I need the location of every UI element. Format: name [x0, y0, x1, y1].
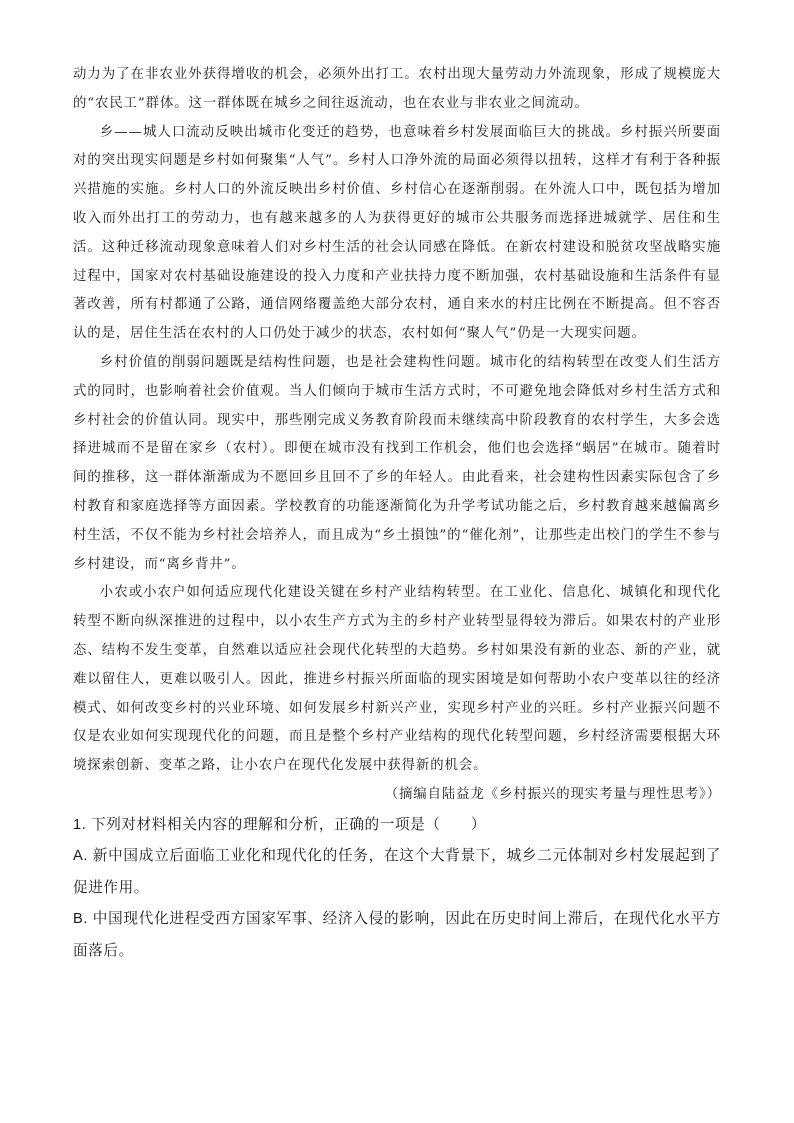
article-paragraph-2: 乡——城人口流动反映出城市化变迁的趋势，也意味着乡村发展面临巨大的挑战。乡村振兴所要面对的突出现实问题是乡村如何聚集“人气”。乡村人口净外流的局面必须得以扭转，这样才有利于各种振兴措施的实施。乡村人口的外流反映出乡村价值、乡村信心在逐渐削弱。在外流人口中，既包括为增加收入而外出打工的劳动力，也有越来越多的人为获得更好的城市公共服务而选择进城就学、居住和生活。这种迁移流动现象意味着人们对乡村生活的社会认同感在降低。在新农村建设和脱贫攻坚战略实施过程中，国家对农村基础设施建设的投入力度和产业扶持力度不断加强，农村基础设施和生活条件有显著改善，所有村都通了公路，通信网络覆盖绝大部分农村，通自来水的村庄比例在不断提高。但不容否认的是，居住生活在农村的人口仍处于减少的状态，农村如何“聚人气”仍是一大现实问题。	[73, 124, 721, 342]
article-paragraph-4: 小农或小农户如何适应现代化建设关键在乡村产业结构转型。在工业化、信息化、城镇化和现代化转型不断向纵深推进的过程中，以小农生产方式为主的乡村产业转型显得较为滞后。如果农村的产业形态、结构不发生变革，自然难以适应社会现代化转型的大趋势。乡村如果没有新的业态、新的产业，就难以留住人，更难以吸引人。因此，推进乡村振兴所面临的现实困境是如何帮助小农户变革以往的经济模式、如何改变乡村的兴业环境、如何发展乡村新兴产业，实现乡村产业的兴旺。乡村产业振兴问题不仅是农业如何实现现代化的问题，而且是整个乡村产业结构的现代化转型问题，乡村经济需要根据大环境探索创新、变革之路，让小农户在现代化发展中获得新的机会。	[73, 585, 721, 774]
article-source: （摘编自陆益龙《乡村振兴的现实考量与理性思考》）	[384, 786, 721, 802]
question-option-a: A. 新中国成立后面临工业化和现代化的任务，在这个大背景下，城乡二元体制对乡村发展起到了促进作用。	[73, 848, 721, 896]
article-paragraph-1: 动力为了在非农业外获得增收的机会，必须外出打工。农村出现大量劳动力外流现象，形成了规模庞大的“农民工”群体。这一群体既在城乡之间往返流动，也在农业与非农业之间流动。	[73, 67, 721, 111]
question-stem: 1. 下列对材料相关内容的理解和分析，正确的一项是（ ）	[73, 816, 487, 833]
question-option-b: B. 中国现代化进程受西方国家军事、经济入侵的影响，因此在历史时间上滞后，在现代化水平方面落后。	[73, 911, 721, 959]
document-page	[73, 61, 721, 967]
article-paragraph-3: 乡村价值的削弱问题既是结构性问题，也是社会建构性问题。城市化的结构转型在改变人们生活方式的同时，也影响着社会价值观。当人们倾向于城市生活方式时，不可避免地会降低对乡村生活方式和乡村社会的价值认同。现实中，那些刚完成义务教育阶段而未继续高中阶段教育的农村学生，大多会选择进城而不是留在家乡（农村）。即便在城市没有找到工作机会，他们也会选择“蜗居”在城市。随着时间的推移，这一群体渐渐成为不愿回乡且回不了乡的年轻人。由此看来，社会建构性因素实际包含了乡村教育和家庭选择等方面因素。学校教育的功能逐渐简化为升学考试功能之后，乡村教育越来越偏离乡村生活，不仅不能为乡村社会培养人，而且成为“乡土損蚀”的“催化剂”，让那些走出校门的学生不参与乡村建设，而“离乡背井”。	[73, 354, 721, 572]
